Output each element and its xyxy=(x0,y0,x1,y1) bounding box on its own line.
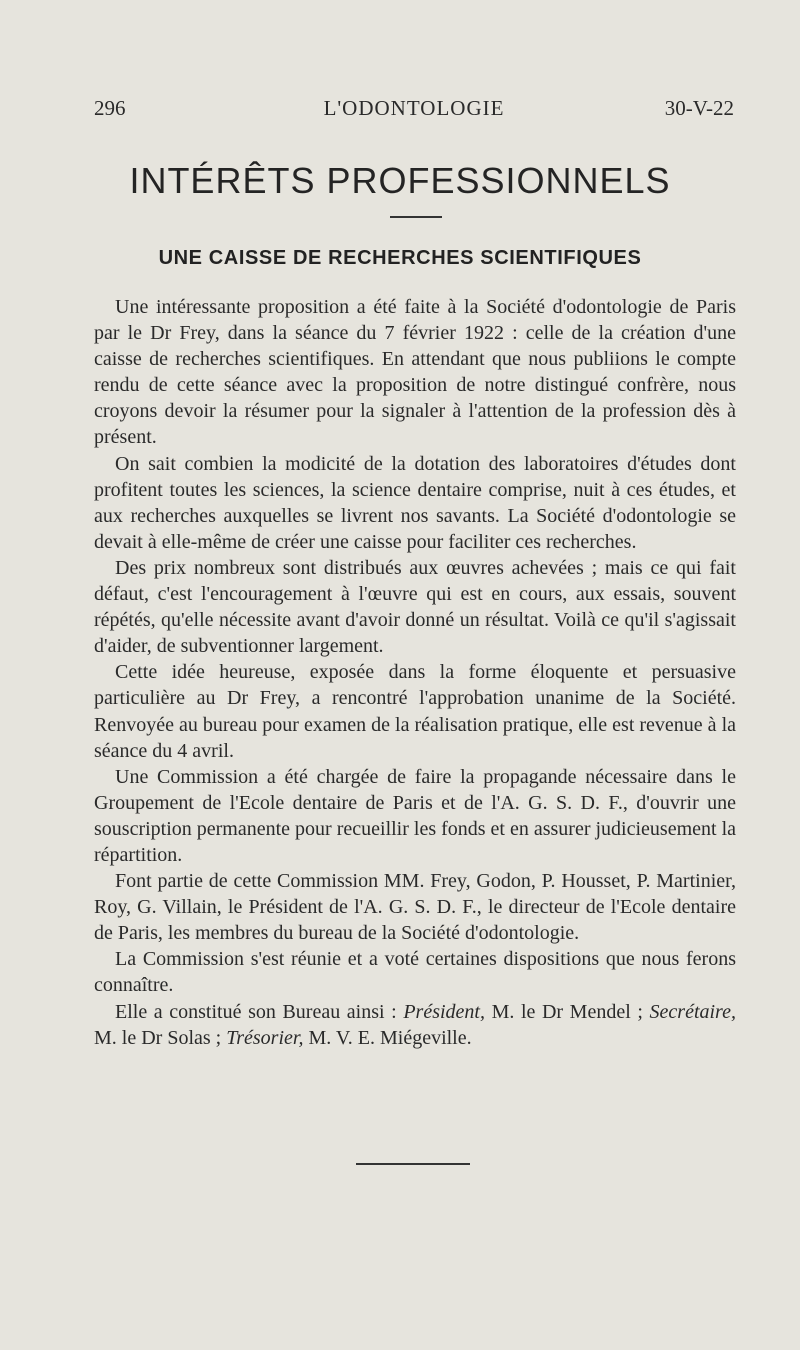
bureau-paragraph xyxy=(94,999,736,1051)
page-number: 296 xyxy=(94,96,126,120)
paragraph: Une Commission a été chargée de faire la propagande nécessaire dans le Groupement de l'Ecole dentaire de Paris et de l'A. G. S. D. F., d'ouvrir une souscription permanente pour recueillir les fonds et en assurer judicieusement la répartition. xyxy=(94,765,737,866)
president-name: M. le Dr Mendel ; xyxy=(484,1000,650,1023)
paragraph: Font partie de cette Commission MM. Frey, Godon, P. Housset, P. Martinier, Roy, G. Villain, le Président de l'A. G. S. D. F., le directeur de l'Ecole dentaire de Paris, les membres du bureau de la Société d'odontologie. xyxy=(94,870,736,945)
page-header xyxy=(94,96,734,126)
paragraph: La Commission s'est réunie et a voté certaines dispositions que nous ferons connaître. xyxy=(94,948,736,997)
paragraph: Une intéressante proposition a été faite à la Société d'odontologie de Paris par le Dr Frey, dans la séance du 7 février 1922 : celle de la création d'une caisse de recherches scientifiques. En attendant que nous publiions le compte rendu de cette séance avec la proposition de notre distingué confrère, nous croyons devoir la résumer pour la signaler à l'attention de la profession dès à présent. xyxy=(94,296,736,449)
bureau-intro: Elle a constitué son Bureau ainsi : xyxy=(115,1000,404,1023)
running-title: L'ODONTOLOGIE xyxy=(323,96,505,120)
end-divider xyxy=(356,1163,470,1165)
article-body xyxy=(94,294,736,1051)
paragraph: Cette idée heureuse, exposée dans la forme éloquente et persuasive particulière au Dr Frey, a rencontré l'approbation unanime de la Société. Renvoyée au bureau pour examen de la réalisation pratique, elle est revenue à la séance du 4 avril. xyxy=(94,661,736,762)
section-title: INTÉRÊTS PROFESSIONNELS xyxy=(129,160,671,201)
title-divider xyxy=(390,216,442,218)
treasurer-name: M. V. E. Miégeville. xyxy=(303,1026,472,1049)
article-title: UNE CAISSE DE RECHERCHES SCIENTIFIQUES xyxy=(158,247,642,269)
president-label: Président, xyxy=(403,1000,485,1023)
secretary-label: Secrétaire, xyxy=(649,1000,736,1023)
paragraph: On sait combien la modicité de la dotation des laboratoires d'études dont profitent toutes les sciences, la science dentaire comprise, nuit à ces études, et aux recherches auxquelles se livrent nos savants. La Société d'odontologie se devait à elle-même de créer une caisse pour faciliter ces recherches. xyxy=(94,452,736,553)
treasurer-label: Trésorier, xyxy=(226,1026,304,1049)
secretary-name: M. le Dr Solas ; xyxy=(94,1026,227,1049)
paragraph: Des prix nombreux sont distribués aux œuvres achevées ; mais ce qui fait défaut, c'est l'encouragement à l'œuvre qui est en cours, aux essais, souvent répétés, qu'elle nécessite avant d'avoir donné un résultat. Voilà ce qu'il s'agissait d'aider, de subventionner largement. xyxy=(94,556,736,658)
issue-date: 30-V-22 xyxy=(664,96,734,120)
